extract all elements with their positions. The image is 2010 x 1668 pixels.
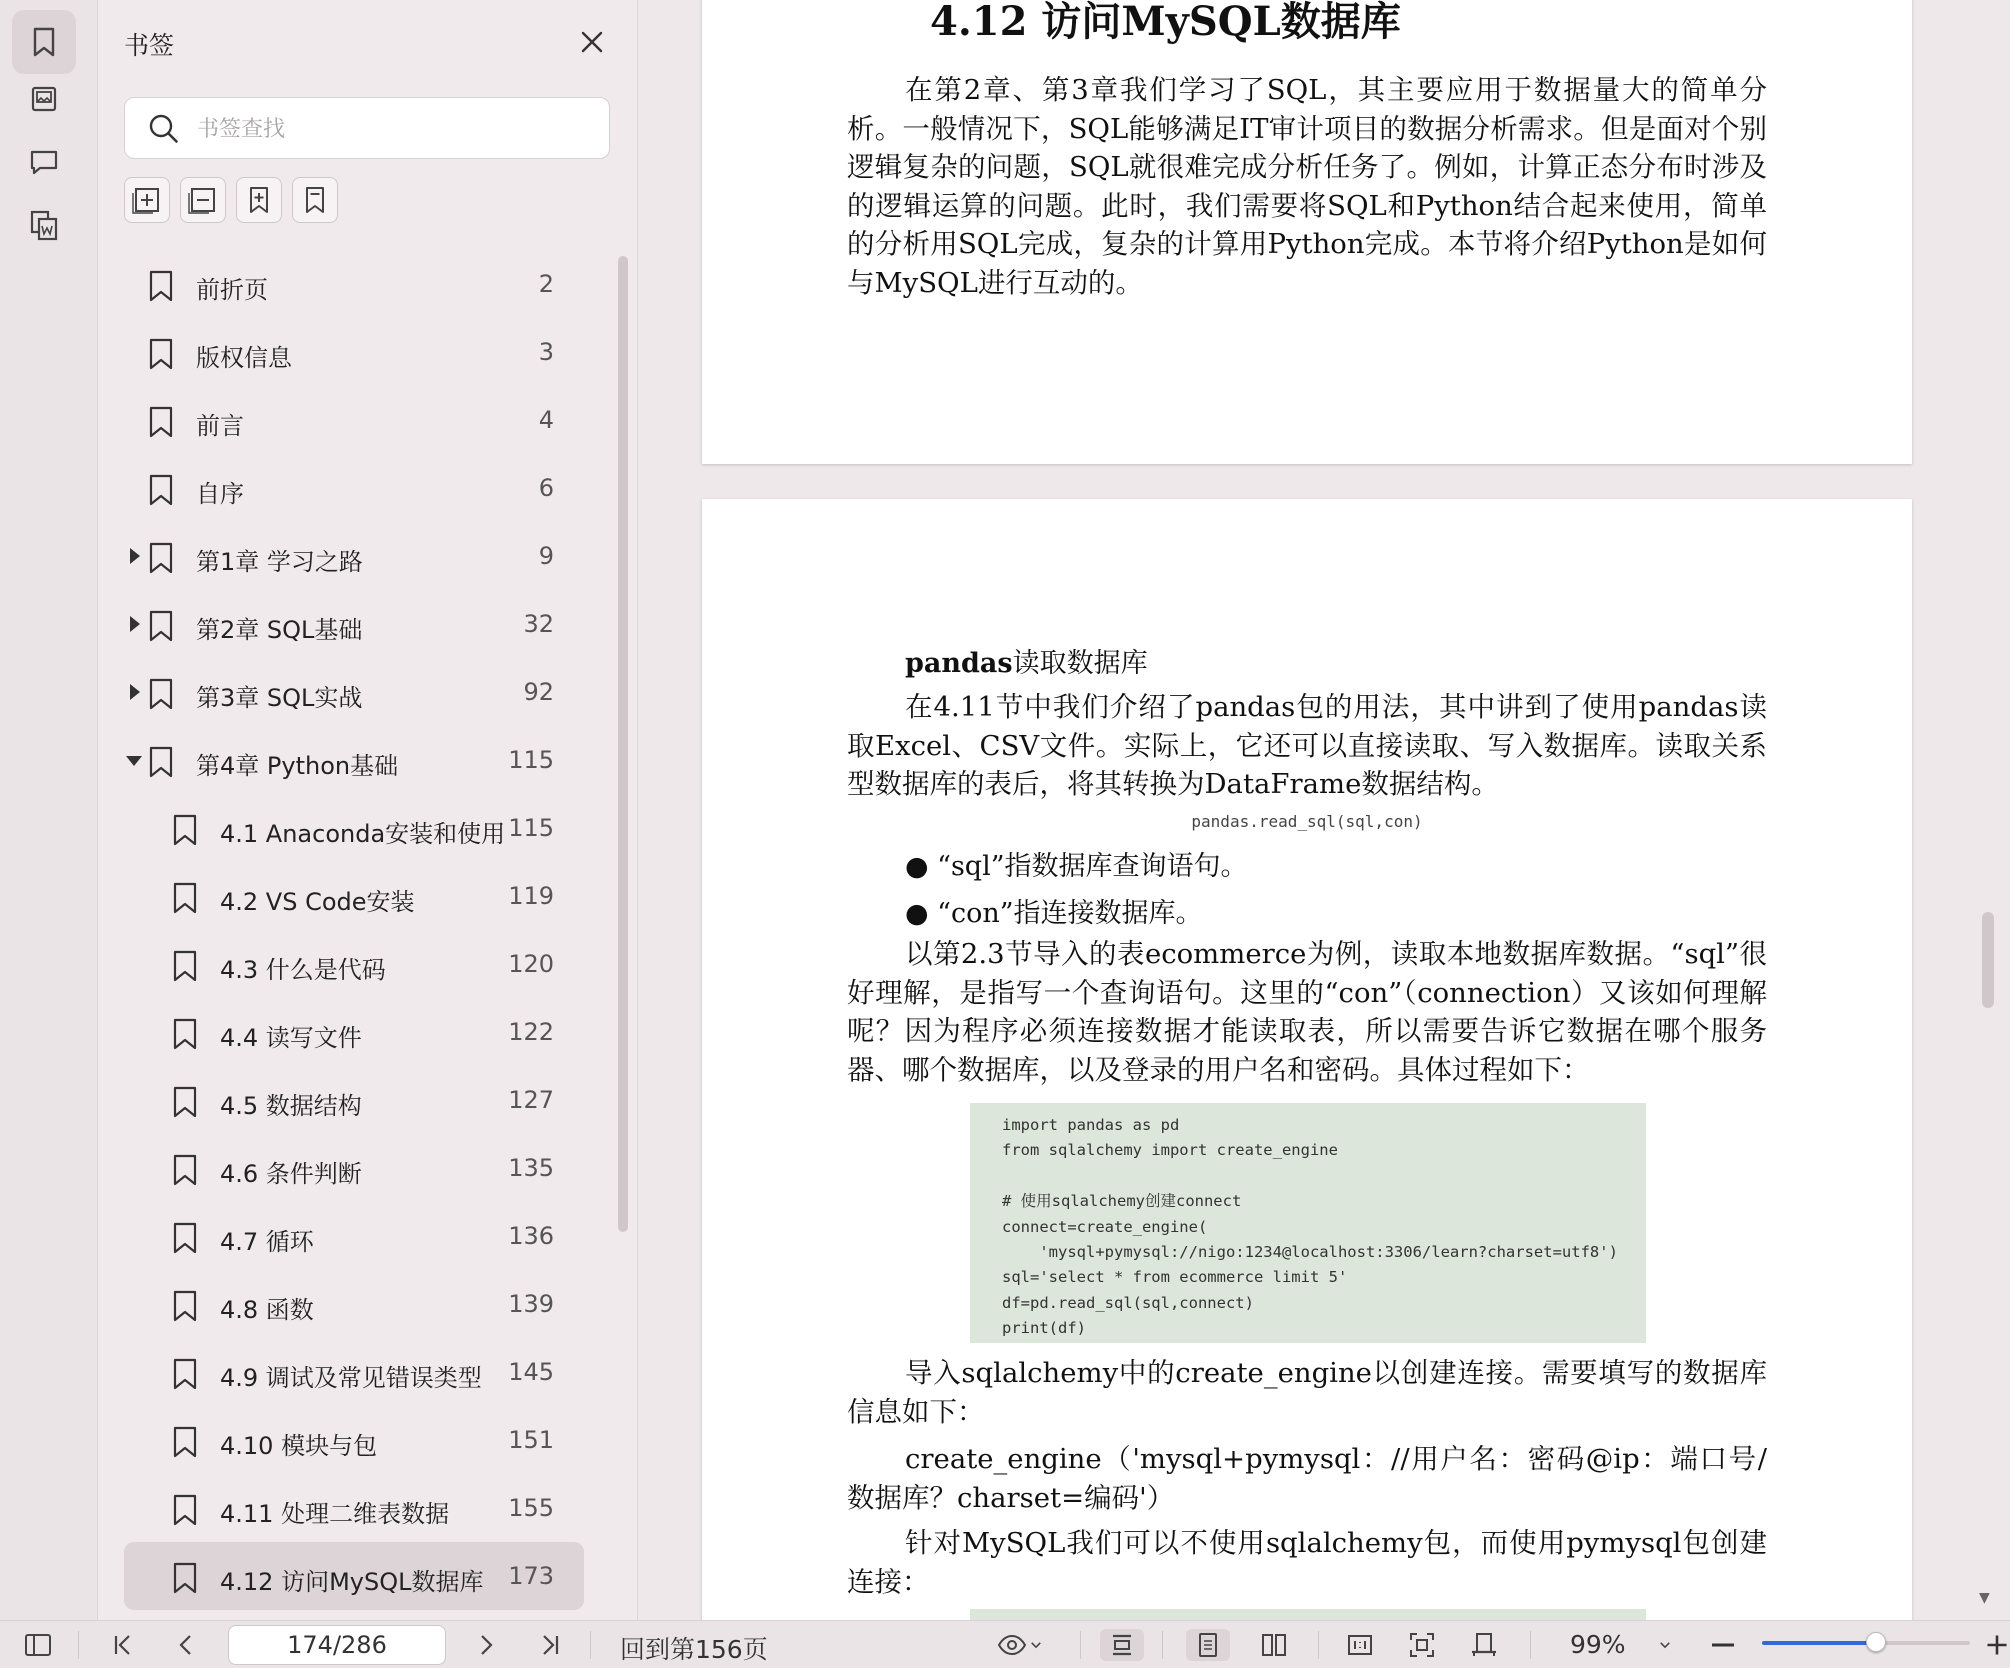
fit-width-button[interactable]	[1100, 1629, 1144, 1661]
paragraph: 在4.11节中我们介绍了pandas包的用法，其中讲到了使用pandas读取Excel、CSV文件。实际上，它还可以直接读取、写入数据库。读取关系型数据库的表后，将其转换为DataFrame数据结构。	[847, 691, 1767, 800]
bookmark-label: 4.2 VS Code安装	[220, 888, 415, 916]
paragraph: 在第2章、第3章我们学习了SQL，其主要应用于数据量大的简单分析。一般情况下，SQL能够满足IT审计项目的数据分析需求。但是面对个别逻辑复杂的问题，SQL就很难完成分析任务了。例如，计算正态分布时涉及的逻辑运算的问题。此时，我们需要将SQL和Python结合起来使用，简单的分析用SQL完成，复杂的计算用Python完成。本节将介绍Python是如何与MySQL进行互动的。	[847, 74, 1767, 299]
chevron-down-icon	[1028, 1630, 1044, 1660]
bookmark-icon	[146, 745, 176, 779]
code-line: from sqlalchemy import create_engine	[1002, 1141, 1338, 1160]
actual-size-icon	[1345, 1630, 1375, 1660]
bookmark-label: 4.12 访问MySQL数据库	[220, 1568, 484, 1596]
panel-scrollbar[interactable]	[618, 256, 628, 1232]
document-page	[702, 0, 1912, 464]
bookmark-icon	[170, 1221, 200, 1255]
first-page-button[interactable]	[105, 1629, 141, 1661]
bookmark-list	[124, 250, 584, 1610]
bookmark-item[interactable]	[124, 250, 584, 318]
code-block	[970, 1609, 1646, 1620]
code-line: 'mysql+pymysql://nigo:1234@localhost:3306/learn?charset=utf8')	[1002, 1242, 1618, 1261]
panel-title: 书签	[124, 31, 175, 60]
bookmark-item[interactable]	[124, 930, 584, 998]
bookmark-icon	[146, 541, 176, 575]
caret-right-icon[interactable]	[130, 548, 140, 564]
bookmark-icon	[170, 813, 200, 847]
bullet-item: ● “sql”指数据库查询语句。	[905, 851, 1248, 882]
chevron-right-icon	[471, 1630, 501, 1660]
add-bookmark-icon	[132, 185, 162, 215]
divider	[1162, 1631, 1163, 1659]
zoom-level-label: 99%	[1570, 1630, 1626, 1659]
page-number-input[interactable]: 174/286	[228, 1625, 446, 1665]
bookmark-page-number: 115	[508, 814, 554, 842]
attachment-rail-button[interactable]	[12, 193, 76, 257]
bookmark-icon	[146, 405, 176, 439]
bookmark-label: 前言	[196, 412, 244, 440]
caret-down-icon[interactable]	[126, 756, 142, 766]
scroll-down-arrow-icon[interactable]: ▼	[1979, 1590, 1990, 1606]
bookmark-label: 版权信息	[196, 344, 292, 372]
bookmark-item[interactable]	[124, 794, 584, 862]
subsection-heading	[905, 641, 1148, 680]
last-page-button[interactable]	[532, 1629, 568, 1661]
plus-icon	[1984, 1630, 2010, 1660]
bookmark-item[interactable]	[124, 1066, 584, 1134]
bookmark-page-number: 120	[508, 950, 554, 978]
code-line: # 使用sqlalchemy创建connect	[1002, 1192, 1242, 1211]
paragraph: 导入sqlalchemy中的create_engine以创建连接。需要填写的数据库信息如下：	[847, 1357, 1767, 1428]
zoom-slider[interactable]	[1762, 1641, 1970, 1645]
code-line: print(df)	[1002, 1319, 1086, 1338]
bookmark-icon	[170, 1289, 200, 1323]
single-page-button[interactable]	[1186, 1629, 1230, 1661]
bookmark-item[interactable]	[124, 1202, 584, 1270]
bookmark-label: 4.5 数据结构	[220, 1092, 362, 1120]
view-mode-dropdown[interactable]	[990, 1629, 1050, 1661]
bookmark-icon	[170, 1153, 200, 1187]
bookmark-label: 4.9 调试及常见错误类型	[220, 1364, 482, 1392]
document-page	[702, 499, 1912, 1620]
search-icon	[147, 112, 181, 146]
divider	[590, 1631, 591, 1659]
bookmark-page-number: 139	[508, 1290, 554, 1318]
fit-page-button[interactable]	[1400, 1629, 1444, 1661]
bookmark-icon	[170, 1017, 200, 1051]
bookmark-item[interactable]	[124, 998, 584, 1066]
bookmark-page-number: 145	[508, 1358, 554, 1386]
bookmark-icon	[146, 269, 176, 303]
fit-width-icon	[1107, 1630, 1137, 1660]
bookmark-label: 4.11 处理二维表数据	[220, 1500, 450, 1528]
bookmark-item[interactable]	[124, 862, 584, 930]
bookmark-icon	[146, 609, 176, 643]
comment-rail-button[interactable]	[12, 130, 76, 194]
collapse-bookmarks-button[interactable]	[180, 177, 226, 223]
bottom-toolbar	[0, 1620, 2010, 1668]
bookmark-page-number: 32	[523, 610, 554, 638]
bookmark-page-number: 6	[538, 474, 554, 502]
back-to-page-button[interactable]: 回到第156页	[620, 1635, 768, 1664]
bookmark-page-number: 155	[508, 1494, 554, 1522]
formula: pandas.read_sql(sql,con)	[1191, 812, 1423, 831]
bookmark-label: 自序	[196, 480, 244, 508]
bookmark-search-box	[124, 97, 610, 159]
next-page-button[interactable]	[468, 1629, 504, 1661]
bookmark-rail-button[interactable]	[12, 10, 76, 74]
paragraph: 针对MySQL我们可以不使用sqlalchemy包，而使用pymysql包创建连接：	[847, 1527, 1767, 1598]
chevron-down-icon	[1657, 1630, 1673, 1660]
previous-page-button[interactable]	[168, 1629, 204, 1661]
collapse-icon	[188, 185, 218, 215]
bookmark-page-number: 151	[508, 1426, 554, 1454]
bookmark-page-number: 9	[538, 542, 554, 570]
code-line: import pandas as pd	[1002, 1116, 1180, 1134]
bookmark-label: 4.6 条件判断	[220, 1160, 362, 1188]
bookmark-item[interactable]	[124, 1542, 584, 1610]
bookmark-label: 4.3 什么是代码	[220, 956, 386, 984]
bookmark-icon	[26, 24, 62, 60]
bookmark-icon	[170, 1425, 200, 1459]
bullet-item: ● “con”指连接数据库。	[905, 898, 1203, 929]
caret-right-icon[interactable]	[130, 684, 140, 700]
page-tray-icon	[1469, 1630, 1499, 1660]
code-line	[1002, 1164, 1646, 1189]
caret-right-icon[interactable]	[130, 616, 140, 632]
bookmark-item[interactable]	[124, 1134, 584, 1202]
toggle-sidebar-button[interactable]	[20, 1629, 56, 1661]
bookmark-item[interactable]	[124, 1474, 584, 1542]
bookmark-item[interactable]	[124, 454, 584, 522]
bookmark-icon	[170, 1493, 200, 1527]
bookmark-page-number: 2	[538, 270, 554, 298]
bookmark-item[interactable]	[124, 1406, 584, 1474]
bookmark-label: 第1章 学习之路	[196, 548, 363, 576]
document-copy-icon	[26, 207, 62, 243]
section-heading: 4.12 访问MySQL数据库	[930, 0, 1401, 45]
bookmark-item[interactable]	[124, 386, 584, 454]
bookmark-page-number: 92	[523, 678, 554, 706]
zoom-slider-fill	[1762, 1641, 1876, 1645]
fit-page-icon	[1407, 1630, 1437, 1660]
code-line: df=pd.read_sql(sql,connect)	[1002, 1293, 1254, 1312]
bookmark-item[interactable]	[124, 1338, 584, 1406]
zoom-dropdown-button[interactable]	[1650, 1629, 1680, 1661]
chevron-left-icon	[171, 1630, 201, 1660]
zoom-in-button[interactable]	[1984, 1629, 2010, 1661]
document-viewer	[639, 0, 2010, 1620]
bookmark-page-number: 4	[538, 406, 554, 434]
eye-icon	[996, 1630, 1028, 1660]
bookmark-item[interactable]	[124, 658, 584, 726]
bookmark-label: 4.4 读写文件	[220, 1024, 362, 1052]
remove-bookmark-button[interactable]	[292, 177, 338, 223]
bookmark-icon	[146, 337, 176, 371]
zoom-out-button[interactable]	[1706, 1629, 1740, 1661]
bookmark-label: 4.10 模块与包	[220, 1432, 378, 1460]
divider	[1318, 1631, 1319, 1659]
bookmark-label: 第4章 Python基础	[196, 752, 399, 780]
bookmark-label: 前折页	[196, 276, 268, 304]
bookmark-page-number: 127	[508, 1086, 554, 1114]
bookmark-icon	[170, 1357, 200, 1391]
bookmark-icon	[170, 1085, 200, 1119]
subsection-heading-bold: pandas	[905, 648, 1013, 679]
single-page-icon	[1193, 1630, 1223, 1660]
last-page-icon	[535, 1630, 565, 1660]
bookmark-search-input[interactable]	[197, 110, 587, 148]
double-page-button[interactable]	[1252, 1629, 1296, 1661]
divider	[1080, 1631, 1081, 1659]
paragraph: 以第2.3节导入的表ecommerce为例，读取本地数据库数据。“sql”很好理解，是指写一个查询语句。这里的“con”（connection）又该如何理解呢？因为程序必须连接数据才能读取表，所以需要告诉它数据在哪个服务器、哪个数据库，以及登录的用户名和密码。具体过程如下：	[847, 938, 1767, 1086]
bookmark-label: 4.1 Anaconda安装和使用	[220, 820, 506, 848]
bookmark-item[interactable]	[124, 590, 584, 658]
document-scrollbar[interactable]	[1982, 912, 1994, 1008]
bookmark-page-number: 173	[508, 1562, 554, 1590]
bookmark-item[interactable]	[124, 318, 584, 386]
bookmark-page-number: 119	[508, 882, 554, 910]
bookmark-icon	[170, 949, 200, 983]
close-panel-button[interactable]	[574, 24, 610, 60]
bookmark-label: 4.7 循环	[220, 1228, 314, 1256]
rotate-view-button[interactable]	[1462, 1629, 1506, 1661]
insert-bookmark-button[interactable]	[236, 177, 282, 223]
bookmark-item[interactable]	[124, 522, 584, 590]
paragraph: create_engine（'mysql+pymysql：//用户名：密码@ip：端口号/数据库？charset=编码'）	[847, 1443, 1767, 1514]
bookmark-page-number: 122	[508, 1018, 554, 1046]
code-line: connect=create_engine(	[1002, 1217, 1208, 1236]
close-icon	[578, 28, 606, 56]
double-page-icon	[1259, 1630, 1289, 1660]
divider	[1530, 1631, 1531, 1659]
thumbnail-rail-button[interactable]	[12, 67, 76, 131]
bookmark-label: 第2章 SQL基础	[196, 616, 363, 644]
bookmark-icon	[146, 473, 176, 507]
bookmark-icon	[170, 881, 200, 915]
first-page-icon	[108, 1630, 138, 1660]
bookmark-item[interactable]	[124, 726, 584, 794]
bookmark-page-number: 136	[508, 1222, 554, 1250]
code-block	[970, 1103, 1646, 1343]
sidebar-icon	[23, 1630, 53, 1660]
comment-icon	[26, 144, 62, 180]
bookmark-plus-icon	[244, 185, 274, 215]
bookmark-icon	[170, 1561, 200, 1595]
image-icon	[26, 81, 62, 117]
bookmark-item[interactable]	[124, 1270, 584, 1338]
bookmark-label: 第3章 SQL实战	[196, 684, 363, 712]
bookmark-panel	[98, 0, 638, 1620]
subsection-heading-rest: 读取数据库	[1012, 648, 1148, 679]
bookmark-icon	[146, 677, 176, 711]
actual-size-button[interactable]	[1338, 1629, 1382, 1661]
bookmark-page-number: 135	[508, 1154, 554, 1182]
bookmark-minus-icon	[300, 185, 330, 215]
divider	[78, 1631, 79, 1659]
bookmark-page-number: 3	[538, 338, 554, 366]
minus-icon	[1708, 1630, 1738, 1660]
bookmark-label: 4.8 函数	[220, 1296, 314, 1324]
icon-rail	[0, 0, 98, 1620]
add-bookmark-button[interactable]	[124, 177, 170, 223]
bookmark-page-number: 115	[508, 746, 554, 774]
code-line: sql='select * from ecommerce limit 5'	[1002, 1268, 1348, 1287]
